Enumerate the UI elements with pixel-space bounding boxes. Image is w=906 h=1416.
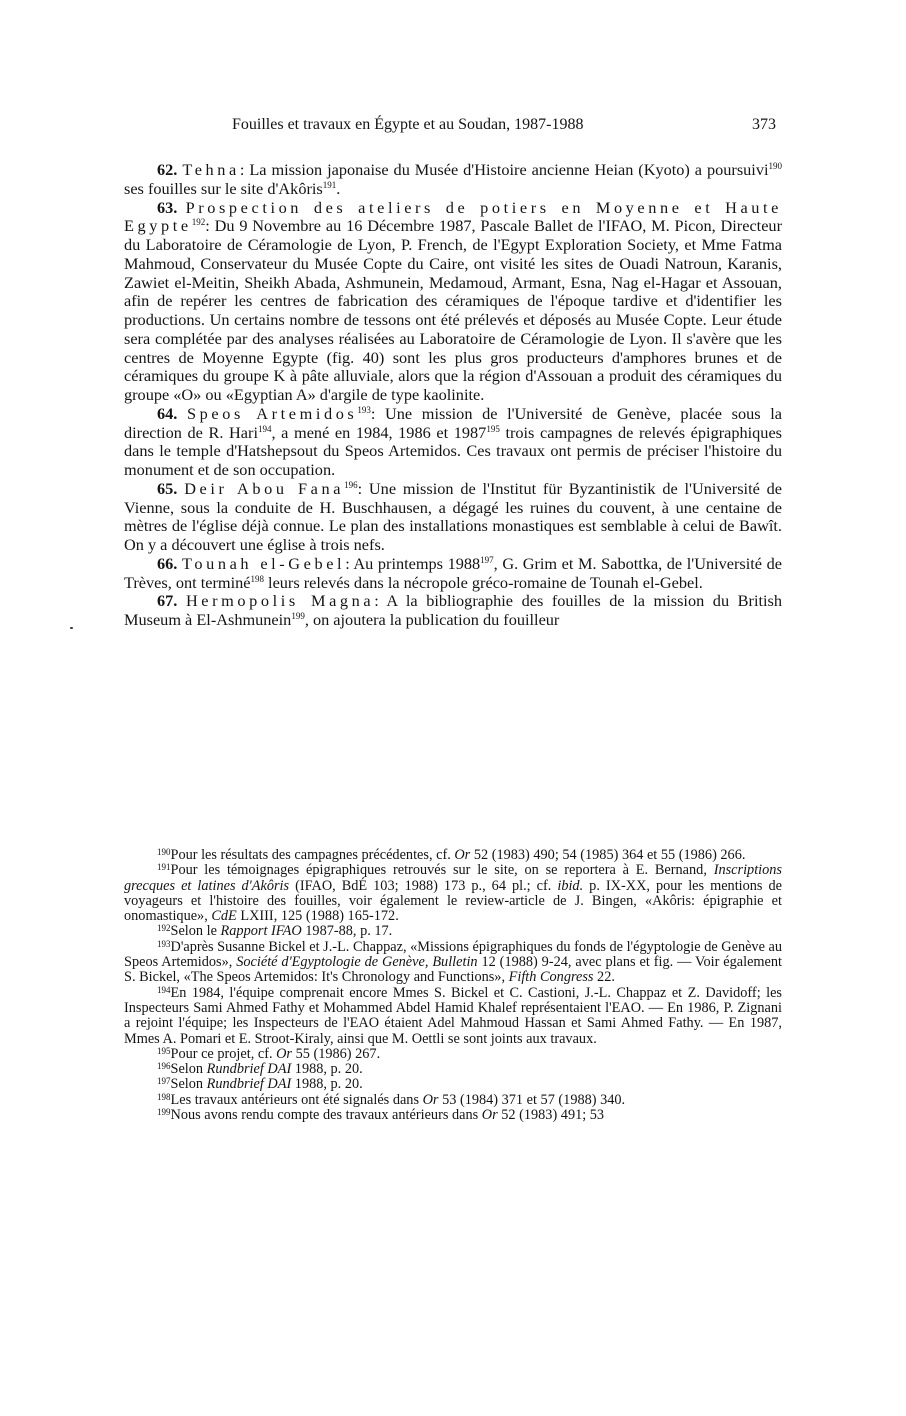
stray-ink-mark (70, 627, 73, 629)
footnote-text: (IFAO, BdÉ 103; 1988) 173 p., 64 pl.; cf. (289, 877, 558, 894)
section-text: ses fouilles sur le site d'Akôris (124, 178, 323, 198)
section-text: : Du 9 Novembre au 16 Décembre 1987, Pascale Ballet de l'IFAO, M. Picon, Directeur du Laboratoire de Céramologie de Lyon, P. French, de l'Egypt Exploration Society, et Mme Fatma Mahmoud, Conservateur du Musée Copte du Caire, ont visité les sites de Ouadi Natroun, Karanis, Zawiet el-Meitin, Sheikh Abada, Ashmunein, Medamoud, Armant, Esna, Nag el-Hagar et Assouan, afin de repérer les centres de fabrication des céramiques de l'époque tardive et d'identifier les productions. Un certains nombre de tessons ont été prélevés et déposés au Musée Copte. Leur étude sera complétée par des analyses réalisées au Laboratoire de Céramologie de Lyon. Il s'avère que les centres de Moyenne Egypte (fig. 40) sont les plus gros producteurs d'amphores brunes et de céramiques du groupe K à pâte alluviale, alors que la région d'Assouan a produit des céramiques du groupe «O» ou «Egyptian A» d'argile de type kaolinite. (124, 216, 782, 404)
footnote-text: 55 (1986) 267. (292, 1045, 381, 1062)
section-number: 65. (157, 478, 178, 498)
footnote-text: Selon (170, 1076, 207, 1093)
section-text: : Au printemps 1988 (345, 553, 481, 573)
footnote-number: 194 (157, 984, 171, 995)
footnote-italic: Rundbrief DAI (206, 1061, 292, 1078)
section-number: 62. (157, 160, 178, 179)
footnote-italic: Rapport IFAO (220, 923, 302, 940)
footnote-italic: Inscriptions grecques et latines d'Akôris (124, 862, 782, 894)
footnote-197 (124, 1077, 782, 1092)
footnote-192 (124, 924, 782, 939)
section-number: 64. (157, 403, 178, 423)
footnote-text: 1988, p. 20. (291, 1061, 363, 1078)
section-site: Hermopolis Magna (185, 591, 375, 611)
section-text: : La mission japonaise du Musée d'Histoire ancienne Heian (Kyoto) a poursuivi (239, 160, 769, 179)
footnote-ref: 195 (486, 423, 500, 434)
footnote-190 (124, 848, 782, 863)
footnote-text: Pour les résultats des campagnes précédentes, cf. (170, 847, 455, 863)
footnote-text: D'après Susanne Bickel et J.-L. Chappaz, «Missions épigraphiques du fonds de l'égyptologie de Genève au Speos Artemidos», (124, 938, 782, 971)
footnote-194 (124, 986, 782, 1047)
section-63 (124, 199, 782, 405)
footnote-195 (124, 1047, 782, 1062)
footnote-italic: Or (481, 1107, 498, 1124)
footnote-text: 1987-88, p. 17. (301, 923, 393, 940)
footnote-text: 1988, p. 20. (291, 1076, 363, 1093)
footnote-number: 199 (157, 1107, 171, 1118)
footnote-number: 192 (157, 923, 171, 934)
running-header (124, 116, 784, 138)
footnote-number: 191 (157, 862, 171, 873)
section-text: . (336, 178, 341, 198)
section-66 (124, 555, 782, 593)
footnote-ref: 197 (480, 554, 494, 565)
footnote-text: 52 (1983) 490; 54 (1985) 364 et 55 (1986) 266. (470, 847, 746, 863)
footnote-ref: 193 (357, 404, 371, 415)
footnote-text: Selon (170, 1061, 207, 1078)
footnote-ref: 194 (257, 423, 272, 434)
section-number: 67. (157, 591, 178, 611)
footnote-text: 12 (1988) 9-24, avec plans et fig. — Voir également S. Bickel, «The Speos Artemidos: It's Chronology and Functions», (124, 954, 783, 986)
footnote-196 (124, 1062, 782, 1077)
section-number: 66. (157, 553, 178, 573)
section-site: Tounah el-Gebel (181, 553, 346, 573)
footnote-ref: 190 (768, 161, 782, 171)
footnote-number: 196 (157, 1061, 171, 1072)
footnote-number: 197 (157, 1076, 171, 1087)
section-text: , on ajoutera la publication du fouilleur (304, 610, 560, 629)
section-site: Deir Abou Fana (184, 478, 345, 498)
footnote-199 (124, 1108, 782, 1123)
footnote-text: 52 (1983) 491; 53 (497, 1107, 605, 1124)
footnote-text: En 1984, l'équipe comprenait encore Mmes S. Bickel et C. Castioni, J.-L. Chappaz et Z. Davidoff; les Inspecteurs Sami Ahmed Fathy et Mohammed Abdel Hamid Khalef représentaient l'EAO. — En 1986, P. Zignani a rejoint l'équipe; les Inspecteurs de l'EAO étaient Adel Mahmoud Hassan et Sami Ahmed Fathy. — En 1987, Mmes A. Pomari et E. Stroot-Kiraly, ainsi que M. Oettli se sont joints aux travaux. (124, 984, 782, 1047)
footnote-ref: 191 (322, 179, 337, 190)
footnote-198 (124, 1093, 782, 1108)
section-64 (124, 405, 782, 480)
footnote-191 (124, 863, 782, 924)
footnote-ref: 198 (250, 573, 264, 584)
section-text: : A la bibliographie des fouilles de la mission du British Museum à El-Ashmunein (124, 591, 782, 629)
footnote-text: Pour les témoignages épigraphiques retrouvés sur le site, on se reportera à E. Bernand, (170, 862, 714, 879)
footnote-text: 22. (593, 969, 615, 986)
section-site: Prospection des ateliers de potiers en Moyenne et Haute Egypte (124, 197, 782, 236)
footnote-number: 193 (157, 938, 171, 949)
footnote-number: 190 (157, 847, 171, 857)
footnote-italic: Rundbrief DAI (206, 1076, 292, 1093)
footnote-number: 195 (157, 1045, 171, 1056)
footnote-text: Nous avons rendu compte des travaux antérieurs dans (170, 1107, 482, 1124)
footnote-193 (124, 940, 782, 986)
footnote-italic: Or (454, 847, 471, 863)
footnote-text: Selon le (170, 923, 221, 940)
footnote-text: LXIII, 125 (1988) 165-172. (236, 908, 399, 925)
footnotes (124, 848, 782, 1123)
page-number: 373 (752, 116, 776, 133)
footnote-ref: 192 (191, 217, 206, 228)
section-text: : Une mission de l'Université de Genève, placée sous la direction de R. Hari (124, 403, 782, 442)
section-site: Speos Artemidos (187, 403, 358, 423)
footnote-text: 53 (1984) 371 et 57 (1988) 340. (438, 1091, 626, 1108)
section-site: Tehna (182, 160, 240, 179)
footnote-italic: ibid. (557, 877, 584, 894)
footnote-italic: Fifth Congress (508, 969, 594, 986)
footnote-italic: Or (276, 1045, 292, 1062)
section-text: leurs relevés dans la nécropole gréco-romaine de Tounah el-Gebel. (263, 572, 703, 592)
section-text: , G. Grim et M. Sabottka, de l'Université de Trèves, ont terminé (124, 553, 782, 592)
footnote-ref: 199 (291, 611, 305, 621)
section-text: trois campagnes de relevés épigraphiques dans le temple d'Hatshepsout du Speos Artemidos. Ces travaux ont permis de préciser l'histoire du monument et de son occupation. (124, 422, 783, 479)
footnote-italic: CdE (211, 908, 237, 925)
section-65 (124, 480, 782, 555)
section-62 (124, 161, 782, 199)
main-text (124, 161, 782, 630)
footnote-italic: Société d'Egyptologie de Genève, Bulletin (236, 954, 478, 971)
footnote-text: Les travaux antérieurs ont été signalés dans (170, 1091, 423, 1108)
section-text: : Une mission de l'Institut für Byzantinistik de l'Université de Vienne, sous la conduite de H. Buschhausen, a dégagé les ruines du couvent, à une centaine de mètres de l'église déjà connue. Le plan des installations monastiques est semblable à celui de Bawît. On y a découvert une église à trois nefs. (124, 478, 782, 554)
section-text: , a mené en 1984, 1986 et 1987 (271, 422, 487, 442)
footnote-text: p. IX-XX, pour les mentions de voyageurs et l'histoire des fouilles, voir également le review-article de J. Bingen, «Akôris: épigraphie et onomastique», (124, 877, 782, 925)
footnote-number: 198 (157, 1091, 171, 1102)
footnote-ref: 196 (344, 479, 358, 490)
running-title: Fouilles et travaux en Égypte et au Soudan, 1987-1988 (232, 116, 584, 133)
section-67 (124, 592, 782, 630)
section-number: 63. (157, 197, 178, 217)
footnote-italic: Or (422, 1091, 439, 1108)
footnote-text: Pour ce projet, cf. (170, 1045, 277, 1062)
